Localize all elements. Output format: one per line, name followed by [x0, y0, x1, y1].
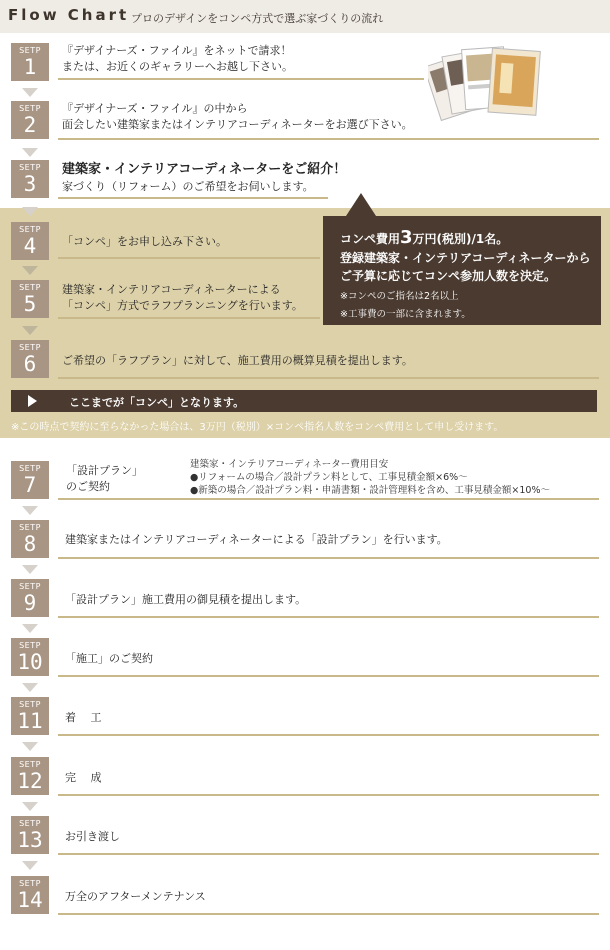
callout-pointer — [346, 193, 376, 216]
step-number-box: SETP 1 — [11, 43, 49, 81]
step-number-box: SETP 13 — [11, 816, 49, 854]
compe-end-bar: ここまでが「コンペ」となります。 — [11, 390, 597, 412]
design-cost-guide: 建築家・インテリアコーディネーター費用目安 ●リフォームの場合／設計プラン料として、工事見積金額×6%～ ●新築の場合／設計プラン料・申請書類・設計管理料を含め、工事見積金額×10%～ — [190, 459, 550, 496]
step-underline — [58, 853, 599, 855]
step-underline — [58, 734, 599, 736]
step-text: 完 成 — [65, 771, 102, 784]
step-number-box: SETP 4 — [11, 222, 49, 260]
step-number-box: SETP 8 — [11, 520, 49, 558]
designers-file-brochure-image — [428, 44, 546, 126]
flow-arrow-icon — [22, 802, 38, 811]
step-number-box: SETP 7 — [11, 461, 49, 499]
step-underline — [58, 317, 320, 319]
flow-arrow-icon — [22, 624, 38, 633]
step-number-box: SETP 5 — [11, 280, 49, 318]
step-underline — [58, 138, 599, 140]
step-underline — [58, 498, 599, 500]
flow-arrow-icon — [22, 148, 38, 157]
step-underline — [58, 557, 599, 559]
step-underline — [58, 794, 599, 796]
step-text: 『デザイナーズ・ファイル』をネットで請求！ または、お近くのギャラリーへお越し下さい。 — [62, 44, 293, 73]
page-subtitle: プロのデザインをコンペ方式で選ぶ家づくりの流れ — [131, 12, 384, 25]
step-underline — [58, 616, 599, 618]
step-text: 建築家・インテリアコーディネーターをご紹介！ 家づくり（リフォーム）のご希望をお伺いします。 — [62, 162, 347, 193]
step-text: 「設計プラン」 のご契約 — [66, 464, 143, 493]
flow-arrow-icon — [22, 266, 38, 275]
step-number-box: SETP 6 — [11, 340, 49, 378]
step-number-box: SETP 11 — [11, 697, 49, 735]
flow-arrow-icon — [22, 861, 38, 870]
step-underline — [58, 377, 599, 379]
step-underline — [58, 197, 328, 199]
play-icon — [28, 395, 37, 407]
step-number-box: SETP 2 — [11, 101, 49, 139]
header — [0, 0, 610, 33]
step-text: 『デザイナーズ・ファイル』の中から 面会したい建築家またはインテリアコーディネーターをお選び下さい。 — [62, 102, 413, 131]
step-text: 「施工」のご契約 — [65, 652, 153, 665]
step-number-box: SETP 3 — [11, 160, 49, 198]
step-underline — [58, 257, 320, 259]
step-text: 建築家・インテリアコーディネーターによる 「コンペ」方式でラフプランニングを行います。 — [62, 283, 303, 312]
step-number-box: SETP 9 — [11, 579, 49, 617]
step-underline — [58, 913, 599, 915]
step-number-box: SETP 14 — [11, 876, 49, 914]
step-text: ご希望の「ラフプラン」に対して、施工費用の概算見積を提出します。 — [62, 354, 413, 367]
step-number-box: SETP 10 — [11, 638, 49, 676]
step-text: 「コンペ」をお申し込み下さい。 — [62, 235, 227, 248]
flow-arrow-icon — [22, 565, 38, 574]
flow-arrow-icon — [22, 742, 38, 751]
flow-arrow-icon — [22, 683, 38, 692]
flow-arrow-icon — [22, 326, 38, 335]
flow-arrow-icon — [22, 506, 38, 515]
step-text: 万全のアフターメンテナンス — [65, 890, 206, 903]
step-underline — [58, 78, 424, 80]
step-text: 着 工 — [65, 711, 102, 724]
compe-fee-callout: コンペ費用3万円(税別)/1名。 登録建築家・インテリアコーディネーターから ご予算に応じてコンペ参加人数を決定。 ※コンペのご指名は2名以上 ※工事費の一部に含まれます。 — [323, 216, 601, 325]
step-text: 「設計プラン」施工費用の御見積を提出します。 — [65, 593, 307, 606]
step-underline — [58, 675, 599, 677]
flow-arrow-icon — [22, 207, 38, 216]
flow-arrow-icon — [22, 88, 38, 97]
step-number-box: SETP 12 — [11, 757, 49, 795]
page-title: Flow Chart — [8, 6, 130, 24]
compe-fee-note: ※この時点で契約に至らなかった場合は、3万円（税別）×コンペ指名人数をコンペ費用として申し受けます。 — [11, 422, 504, 433]
step-text: 建築家またはインテリアコーディネーターによる「設計プラン」を行います。 — [65, 533, 448, 546]
step-text: お引き渡し — [65, 830, 120, 843]
